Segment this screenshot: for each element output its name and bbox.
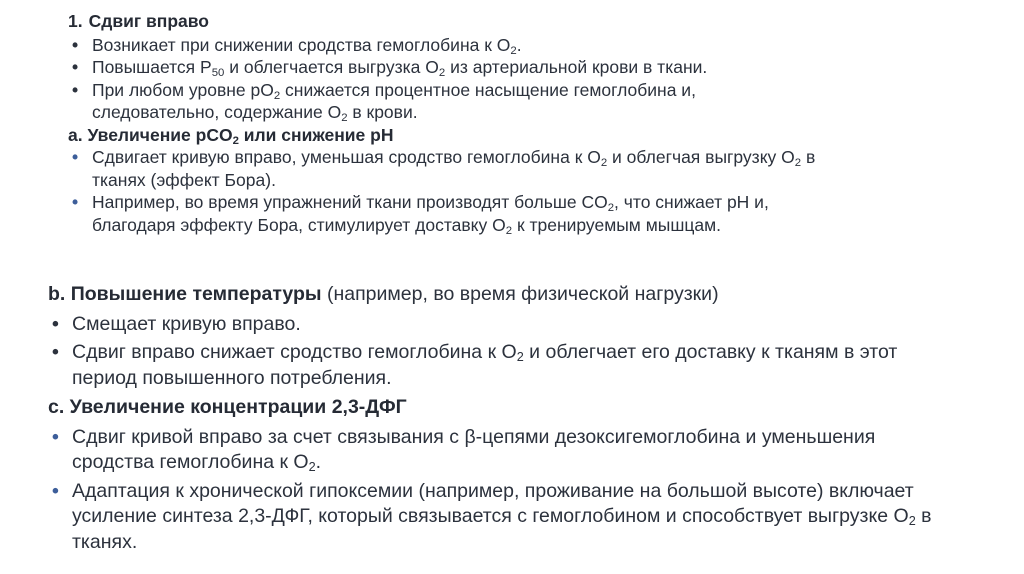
text: или снижение pH: [238, 124, 394, 145]
text: , что снижает pH и, благодаря эффекту Бора, стимулирует доставку O: [92, 192, 769, 235]
section-b-list: [48, 312, 948, 392]
bullet-icon: •: [72, 57, 79, 77]
text: и облегчая выгрузку O: [607, 147, 795, 167]
subscript: 2: [510, 44, 517, 57]
section-b-heading: [48, 282, 948, 308]
list-item: [48, 479, 948, 556]
list-item: [68, 146, 828, 191]
bullet-icon: •: [72, 34, 79, 55]
bullet-icon: •: [72, 79, 79, 100]
subscript: 50: [211, 66, 225, 79]
text: Например, во время упражнений ткани производят больше CO: [92, 192, 608, 212]
text: Смещает кривую вправо.: [72, 312, 301, 335]
section-a-list: [68, 146, 828, 236]
subscript: 2: [232, 134, 239, 147]
text: Повышается P: [92, 57, 212, 77]
subscript: 2: [908, 514, 916, 529]
upper-text-block: [68, 10, 828, 278]
list-item: [48, 312, 948, 338]
subscript: 2: [273, 89, 281, 102]
text: c. Увеличение концентрации 2,3-ДФГ: [48, 396, 407, 418]
text: b. Повышение температуры: [48, 283, 322, 305]
subscript: 2: [438, 66, 446, 79]
list-item: [68, 79, 828, 124]
lower-text-block: [48, 282, 948, 559]
text: и облегчает его доставку к тканям в этот период повышенного потребления.: [72, 341, 898, 389]
bullet-icon: •: [52, 312, 59, 335]
list-item: [68, 34, 828, 57]
list-item: [68, 191, 828, 236]
subscript: 2: [516, 350, 524, 365]
section-a-heading: [68, 124, 828, 147]
bullet-icon: •: [72, 192, 79, 212]
section-c-heading: [48, 395, 948, 421]
bullet-icon: •: [72, 147, 79, 167]
subscript: 2: [308, 460, 316, 475]
section-1-title: Сдвиг вправо: [88, 11, 209, 31]
subscript: 2: [341, 111, 348, 124]
section-c-list: [48, 425, 948, 556]
list-item: [48, 425, 948, 476]
bullet-icon: •: [52, 341, 59, 363]
text: в крови.: [347, 102, 418, 122]
text: Возникает при снижении сродства гемоглобина к O: [92, 34, 511, 55]
text: Сдвигает кривую вправо, уменьшая сродство гемоглобина к O: [92, 147, 601, 167]
text: и облегчается выгрузка O: [224, 57, 439, 77]
text: При любом уровне pO: [92, 79, 274, 100]
section-1-list: [68, 34, 828, 124]
bullet-icon: •: [52, 425, 59, 448]
subscript: 2: [600, 156, 608, 169]
text: (например, во время физической нагрузки): [321, 283, 719, 305]
text: из артериальной крови в ткани.: [445, 57, 708, 77]
text: .: [315, 451, 322, 473]
section-1-heading: [68, 10, 828, 33]
text: снижается процентное насыщение гемоглобина и, следовательно, содержание O: [92, 79, 696, 122]
text: a. Увеличение pCO: [68, 124, 233, 145]
list-item: [68, 56, 828, 79]
text: к тренируемым мышцам.: [512, 214, 722, 235]
text: Сдвиг кривой вправо за счет связывания с β-цепями дезоксигемоглобина и уменьшения сродства гемоглобина к O: [72, 425, 876, 473]
text: Адаптация к хронической гипоксемии (например, проживание на большой высоте) включает усиление синтеза 2,3-ДФГ, который связывается с гемоглобином и способствует выгрузке O: [72, 479, 914, 527]
section-1-number: 1.: [68, 11, 83, 31]
text: .: [516, 34, 522, 55]
subscript: 2: [607, 201, 615, 214]
subscript: 2: [794, 156, 802, 169]
list-item: [48, 340, 948, 391]
text: в тканях (эффект Бора).: [92, 147, 816, 190]
bullet-icon: •: [52, 479, 59, 502]
text: Сдвиг вправо снижает сродство гемоглобина к O: [72, 341, 517, 363]
text: в тканях.: [72, 505, 932, 553]
subscript: 2: [505, 224, 513, 237]
